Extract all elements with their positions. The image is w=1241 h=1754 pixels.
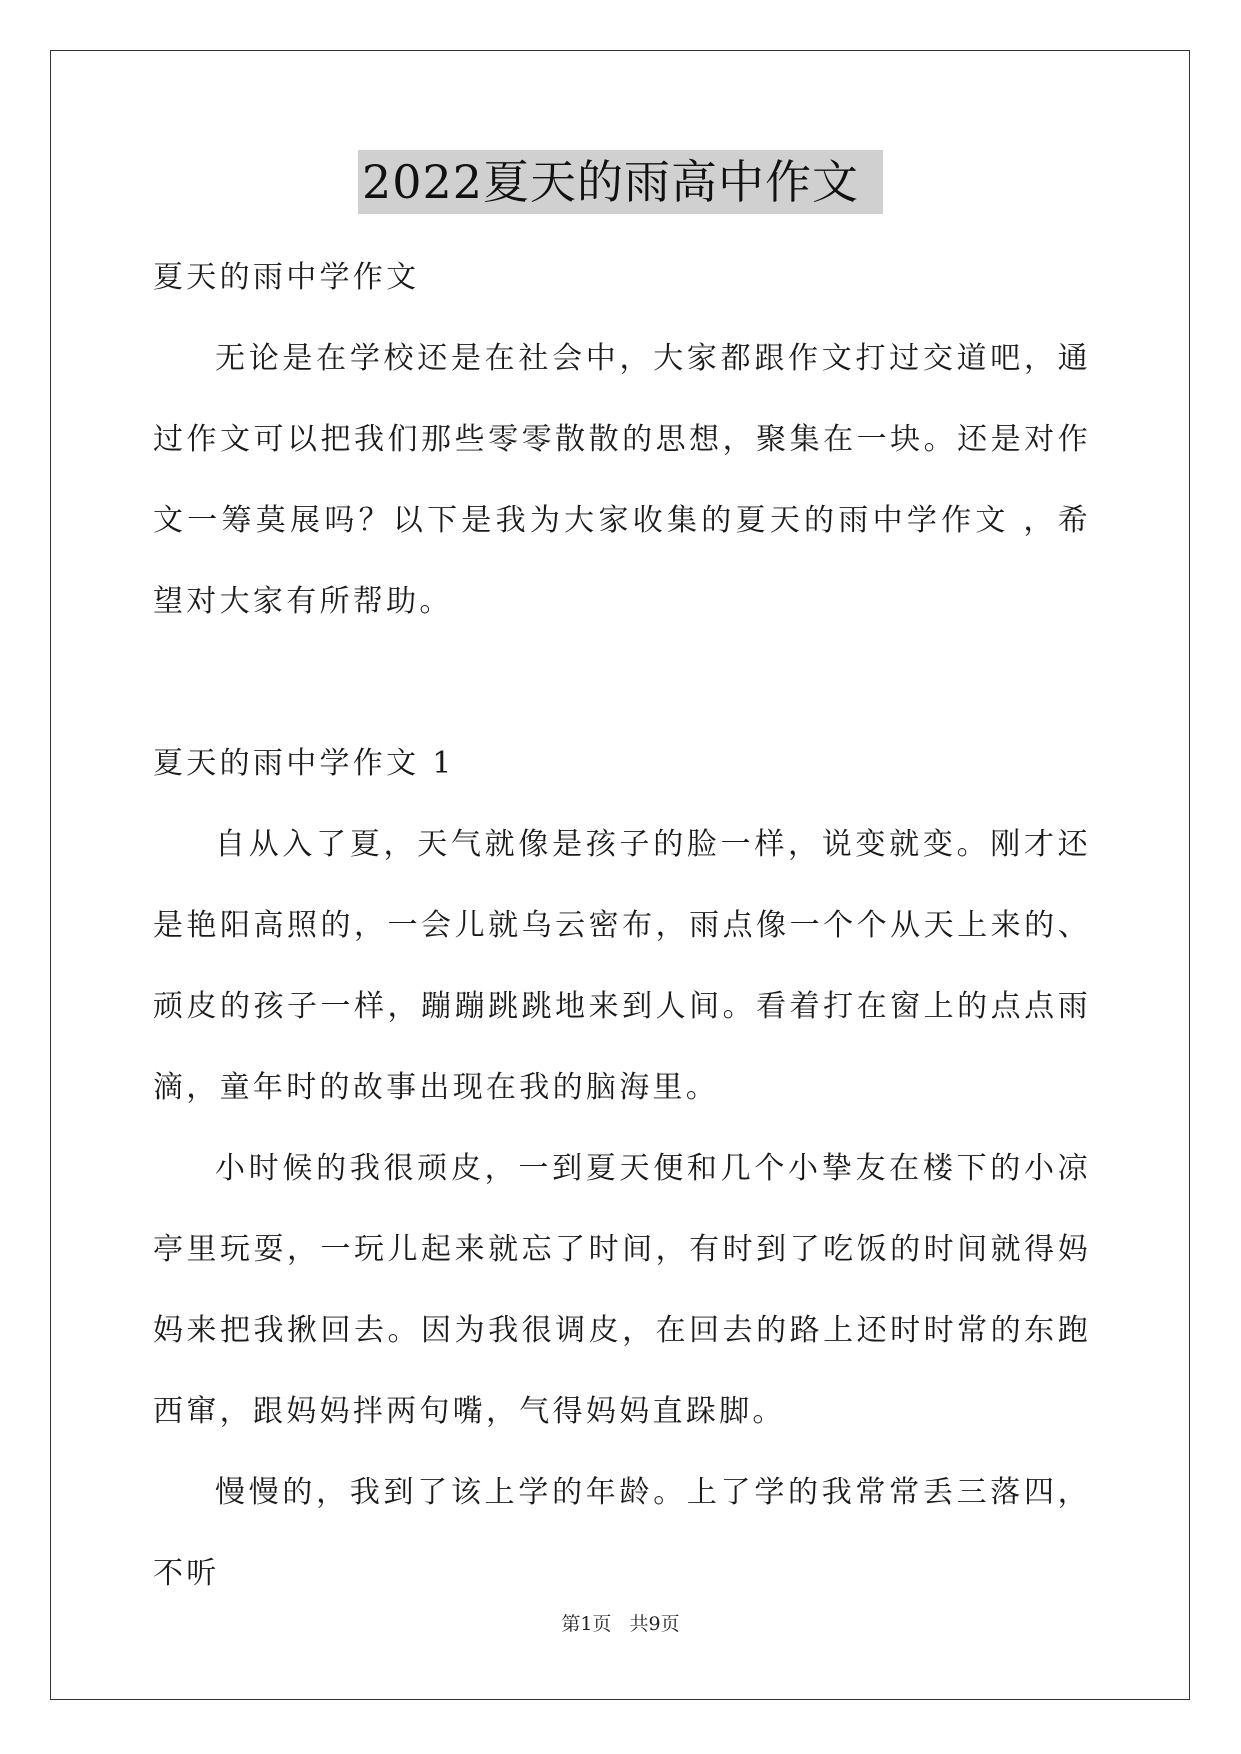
body-paragraph: 慢慢的，我到了该上学的年龄。上了学的我常常丢三落四，不听 [153,1475,1091,1591]
document-title: 2022夏天的雨高中作文 [358,150,883,214]
document-body [153,237,1091,1614]
intro-paragraph: 无论是在学校还是在社会中，大家都跟作文打过交道吧，通过作文可以把我们那些零零散散的思想，聚集在一块。还是对作文一筹莫展吗？以下是我为大家收集的夏天的雨中学作文 ，希望对大家有所帮助。 [153,341,1091,619]
section-heading: 夏天的雨中学作文 [153,260,420,295]
page-number: 第1页 共9页 [561,1613,680,1635]
essay-heading: 夏天的雨中学作文 1 [153,746,455,781]
body-paragraph: 小时候的我很顽皮，一到夏天便和几个小挚友在楼下的小凉亭里玩耍，一玩儿起来就忘了时间，有时到了吃饭的时间就得妈妈来把我揪回去。因为我很调皮，在回去的路上还时时常的东跑西窜，跟妈妈拌两句嘴，气得妈妈直跺脚。 [153,1151,1091,1429]
body-paragraph: 自从入了夏，天气就像是孩子的脸一样，说变就变。刚才还是艳阳高照的，一会儿就乌云密布，雨点像一个个从天上来的、顽皮的孩子一样，蹦蹦跳跳地来到人间。看着打在窗上的点点雨滴，童年时的故事出现在我的脑海里。 [153,827,1091,1105]
blank-line [153,642,1091,723]
title-container [0,150,1241,214]
